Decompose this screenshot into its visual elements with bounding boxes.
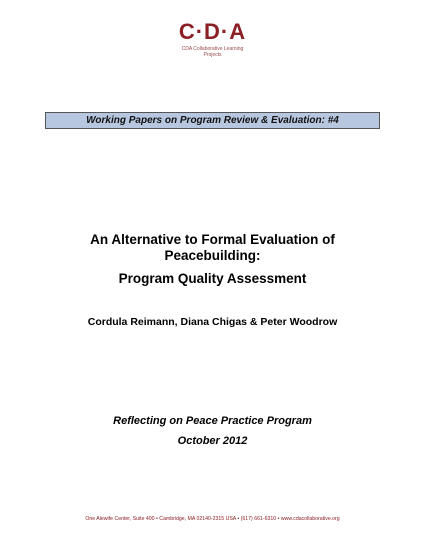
program-block bbox=[0, 411, 425, 451]
logo-mark: C·D·A bbox=[178, 19, 247, 44]
footer-address: One Alewife Center, Suite 400 • Cambridge, MA 02140-2315 USA • (617) 661-6310 • www.cdacollaborative.org bbox=[85, 516, 340, 522]
logo-subtitle: CDA Collaborative Learning Projects bbox=[181, 46, 244, 58]
program-name: Reflecting on Peace Practice Program bbox=[113, 415, 312, 427]
document-title bbox=[0, 232, 425, 287]
title-line-2: Peacebuilding: bbox=[164, 248, 261, 263]
series-banner bbox=[45, 112, 380, 129]
series-title: Working Papers on Program Review & Evaluation: #4 bbox=[86, 115, 339, 126]
cda-logo bbox=[0, 20, 425, 58]
document-subtitle: Program Quality Assessment bbox=[118, 271, 307, 286]
publication-date: October 2012 bbox=[177, 435, 248, 447]
authors: Cordula Reimann, Diana Chigas & Peter Woodrow bbox=[87, 316, 338, 328]
title-line-1: An Alternative to Formal Evaluation of bbox=[90, 232, 335, 247]
